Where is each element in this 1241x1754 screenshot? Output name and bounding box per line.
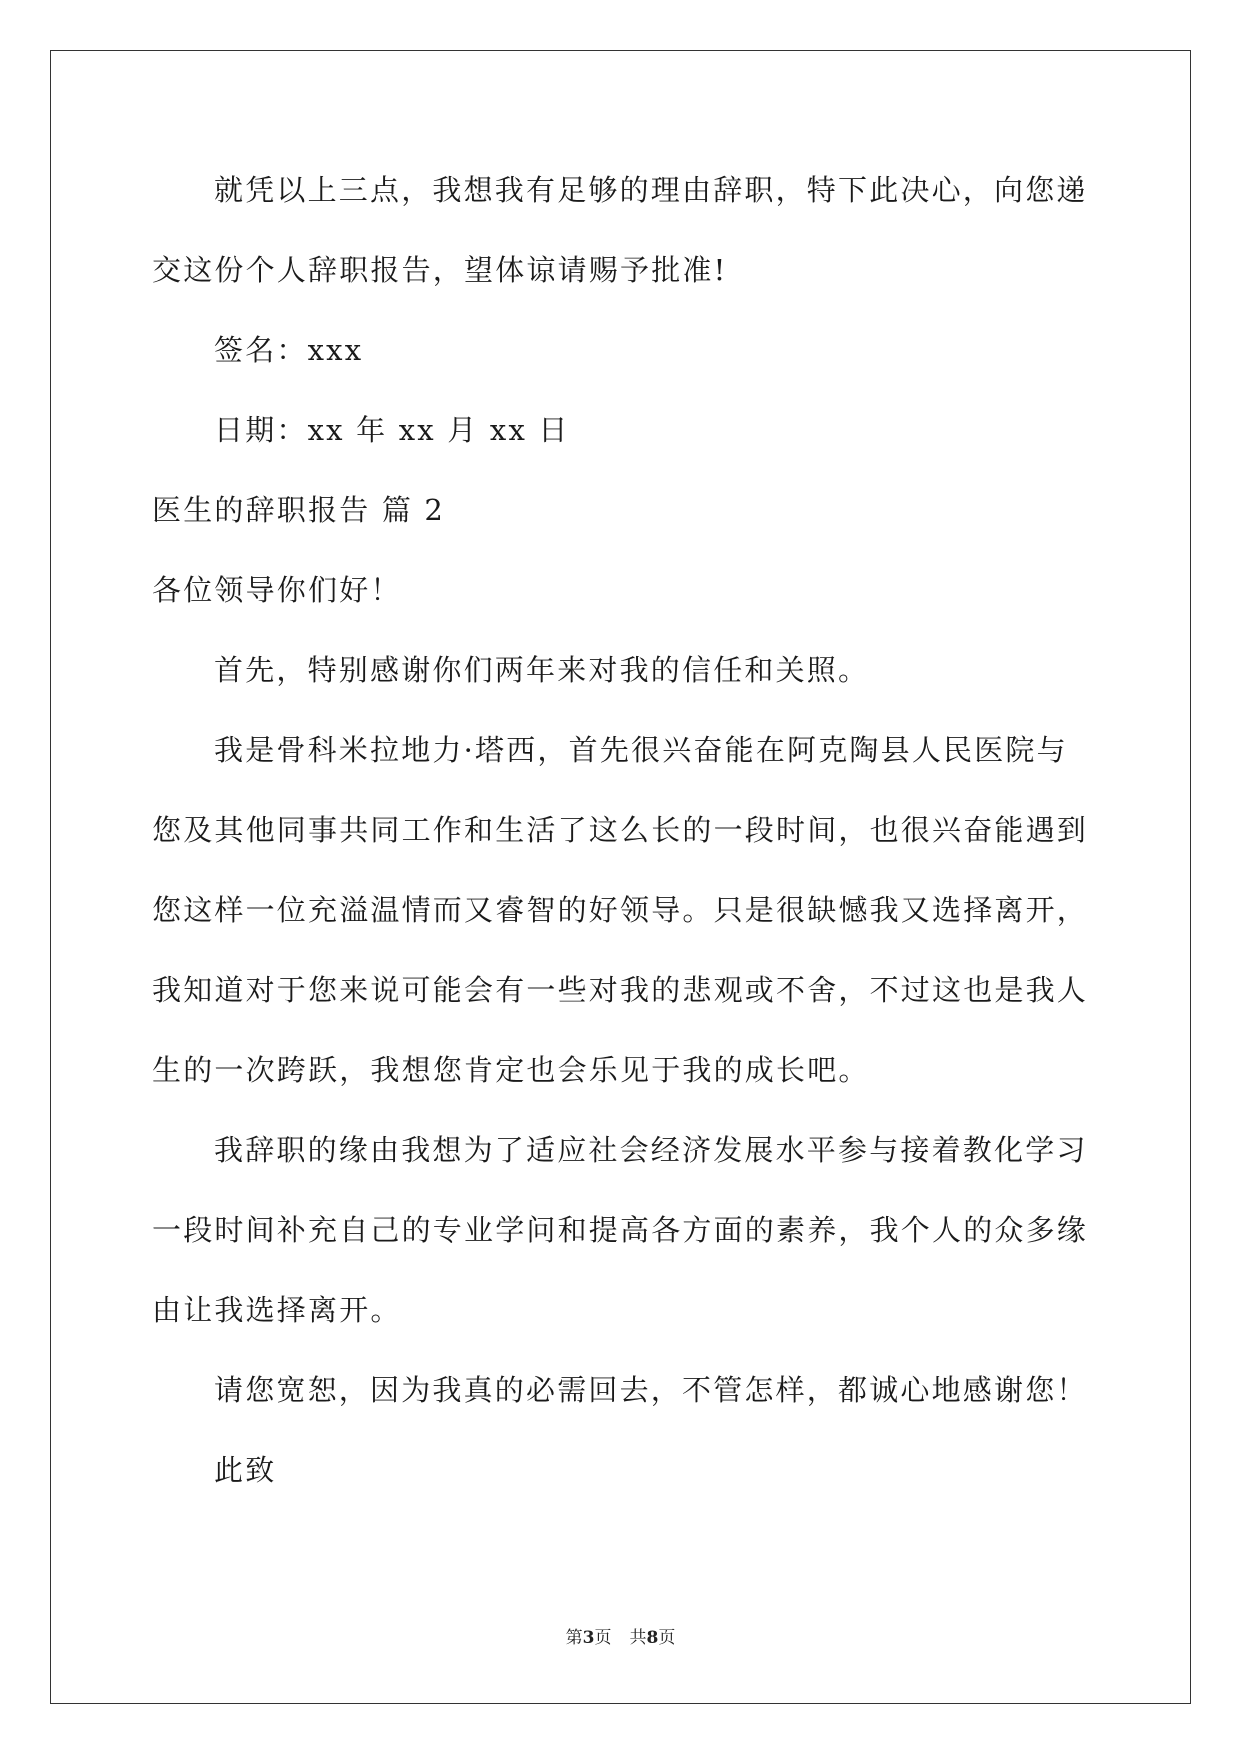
page-number: 3 [582,1628,595,1648]
page-prefix: 第 [565,1628,583,1648]
closing-line: 此致 [214,1453,277,1487]
paragraph-line: 我知道对于您来说可能会有一些对我的悲观或不舍，不过这也是我人 [152,973,1089,1007]
date-line: 日期：xx 年 xx 月 xx 日 [214,413,570,447]
paragraph-line: 您及其他同事共同工作和生活了这么长的一段时间，也很兴奋能遇到 [152,813,1089,847]
paragraph-line: 生的一次跨跃，我想您肯定也会乐见于我的成长吧。 [152,1053,870,1087]
paragraph-line: 由让我选择离开。 [152,1293,402,1327]
page-suffix: 页 [594,1628,612,1648]
page-footer [0,1623,1241,1648]
paragraph-line: 请您宽恕，因为我真的必需回去，不管怎样，都诚心地感谢您！ [214,1373,1088,1407]
section-heading: 医生的辞职报告 篇 2 [152,493,446,527]
paragraph-line: 您这样一位充溢温情而又睿智的好领导。只是很缺憾我又选择离开， [152,893,1089,927]
signature-line: 签名：xxx [214,333,364,367]
paragraph-line: 首先，特别感谢你们两年来对我的信任和关照。 [214,653,870,687]
paragraph-line: 一段时间补充自己的专业学问和提高各方面的素养，我个人的众多缘 [152,1213,1089,1247]
document-body [152,160,1092,1520]
paragraph-line: 交这份个人辞职报告，望体谅请赐予批准! [152,253,728,287]
salutation: 各位领导你们好！ [152,573,402,607]
total-prefix: 共 [629,1628,647,1648]
total-suffix: 页 [658,1628,676,1648]
total-pages: 8 [646,1628,659,1648]
paragraph-line: 我辞职的缘由我想为了适应社会经济发展水平参与接着教化学习 [214,1133,1088,1167]
paragraph-line: 我是骨科米拉地力·塔西，首先很兴奋能在阿克陶县人民医院与 [214,733,1068,767]
paragraph-line: 就凭以上三点，我想我有足够的理由辞职，特下此决心，向您递 [214,173,1088,207]
